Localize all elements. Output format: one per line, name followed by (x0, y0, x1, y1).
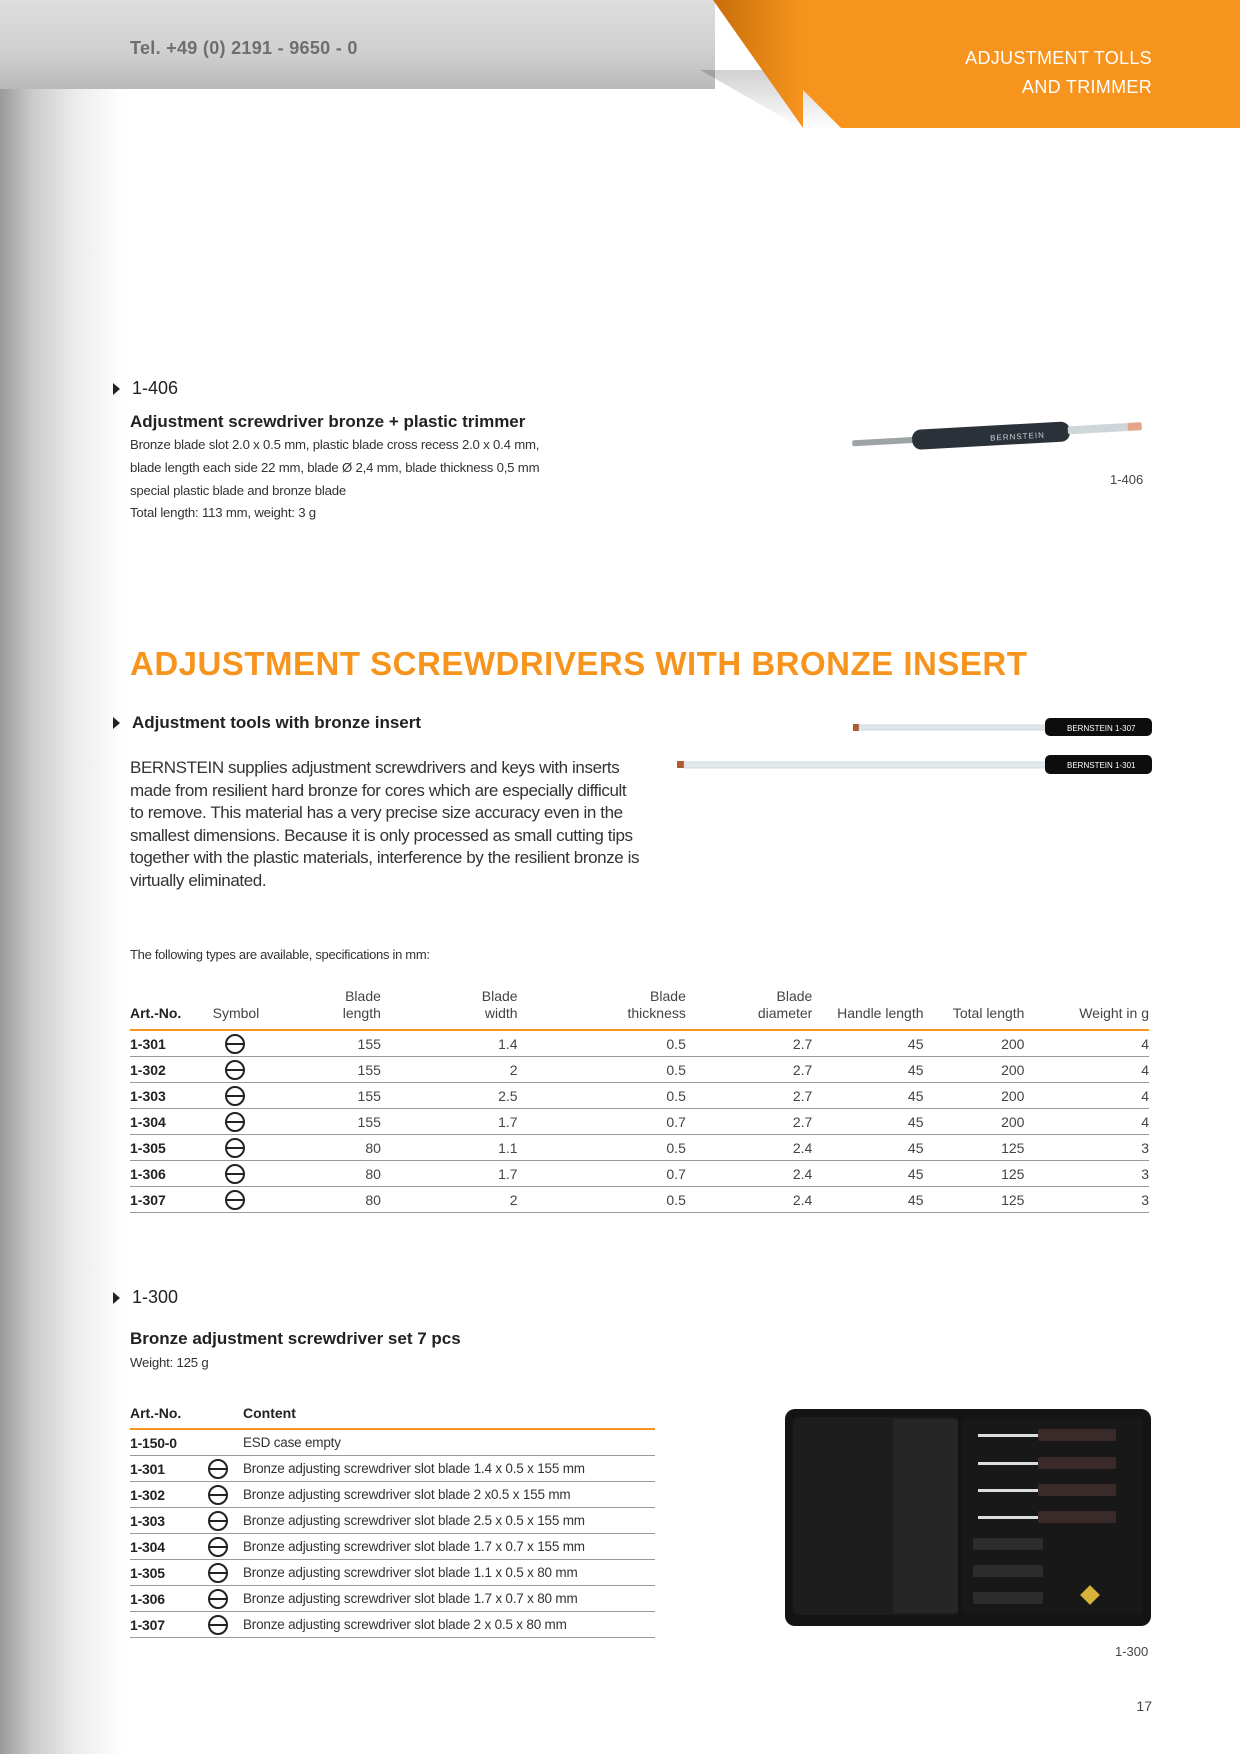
cell-handle: 45 (812, 1057, 923, 1083)
cell-thickness: 0.5 (518, 1057, 686, 1083)
cell-handle: 45 (812, 1109, 923, 1135)
cell-symbol (213, 1083, 300, 1109)
table-row (130, 1057, 1149, 1083)
cell-content: Bronze adjusting screwdriver slot blade 2 x0.5 x 155 mm (243, 1482, 655, 1508)
table-row (130, 1456, 655, 1482)
table-header-row (130, 988, 1149, 1030)
product-1300-number: 1-300 (132, 1287, 179, 1307)
cell-symbol (213, 1161, 300, 1187)
screwdriver-set-case-image (783, 1405, 1153, 1630)
cell-total: 125 (924, 1135, 1025, 1161)
table-row (130, 1083, 1149, 1109)
product-1406-heading (113, 378, 178, 399)
cell-width: 2 (381, 1187, 518, 1213)
cell-width: 1.7 (381, 1161, 518, 1187)
slot-icon (225, 1138, 245, 1158)
header-phone: Tel. +49 (0) 2191 - 9650 - 0 (130, 38, 358, 58)
slot-icon (208, 1589, 228, 1609)
trimmer-1406-image (850, 412, 1155, 458)
slot-icon (208, 1615, 228, 1635)
cell-weight: 4 (1024, 1030, 1149, 1057)
cell-handle: 45 (812, 1030, 923, 1057)
tool-brand-text: BERNSTEIN (989, 430, 1046, 443)
cell-art: 1-306 (130, 1161, 213, 1187)
table-row (130, 1586, 655, 1612)
cell-diameter: 2.4 (686, 1161, 812, 1187)
cell-art: 1-304 (130, 1534, 208, 1560)
cell-total: 125 (924, 1187, 1025, 1213)
cell-art: 1-150-0 (130, 1429, 208, 1456)
cell-symbol (208, 1612, 243, 1638)
table-row (130, 1161, 1149, 1187)
table-row (130, 1560, 655, 1586)
cell-weight: 3 (1024, 1161, 1149, 1187)
col-header-blade-diameter: Blade diameter (686, 988, 812, 1030)
cell-weight: 3 (1024, 1135, 1149, 1161)
cell-symbol (208, 1560, 243, 1586)
page-number: 17 (1136, 1698, 1152, 1714)
cell-art: 1-302 (130, 1057, 213, 1083)
header-category-line1: ADJUSTMENT TOLLS (965, 48, 1152, 68)
col-header-blade-length: Blade length (299, 988, 381, 1030)
tool-label-1307: BERNSTEIN 1-307 (1067, 724, 1136, 733)
col-header-blade-thickness: Blade thickness (518, 988, 686, 1030)
availability-note: The following types are available, specifications in mm: (130, 947, 430, 962)
table-row (130, 1187, 1149, 1213)
cell-art: 1-304 (130, 1109, 213, 1135)
cell-art: 1-301 (130, 1030, 213, 1057)
cell-art: 1-303 (130, 1508, 208, 1534)
cell-length: 155 (299, 1030, 381, 1057)
cell-content: Bronze adjusting screwdriver slot blade 2.5 x 0.5 x 155 mm (243, 1508, 655, 1534)
cell-weight: 4 (1024, 1083, 1149, 1109)
cell-length: 155 (299, 1109, 381, 1135)
table-row (130, 1508, 655, 1534)
cell-width: 2.5 (381, 1083, 518, 1109)
cell-content: Bronze adjusting screwdriver slot blade 1.4 x 0.5 x 155 mm (243, 1456, 655, 1482)
specification-table (130, 988, 1149, 1213)
slot-icon (208, 1537, 228, 1557)
cell-width: 2 (381, 1057, 518, 1083)
table-row (130, 1429, 655, 1456)
desc-line: special plastic blade and bronze blade (130, 482, 347, 498)
product-1406-title: Adjustment screwdriver bronze + plastic trimmer (130, 412, 526, 431)
cell-diameter: 2.7 (686, 1083, 812, 1109)
cell-diameter: 2.7 (686, 1109, 812, 1135)
cell-thickness: 0.7 (518, 1109, 686, 1135)
cell-weight: 4 (1024, 1057, 1149, 1083)
tool-label-1301: BERNSTEIN 1-301 (1067, 761, 1136, 770)
col-header-weight: Weight in g (1024, 988, 1149, 1030)
cell-total: 200 (924, 1030, 1025, 1057)
cell-art: 1-307 (130, 1187, 213, 1213)
set-content-table (130, 1405, 655, 1638)
slot-icon (208, 1511, 228, 1531)
cell-weight: 3 (1024, 1187, 1149, 1213)
intro-line: smallest dimensions. Because it is only processed as small cutting tips (130, 825, 633, 845)
cell-thickness: 0.7 (518, 1161, 686, 1187)
product-1300-heading (113, 1287, 178, 1308)
cell-weight: 4 (1024, 1109, 1149, 1135)
col-header-symbol: Symbol (213, 988, 300, 1030)
cell-width: 1.1 (381, 1135, 518, 1161)
cell-symbol (208, 1586, 243, 1612)
cell-total: 125 (924, 1161, 1025, 1187)
cell-thickness: 0.5 (518, 1030, 686, 1057)
cell-symbol (213, 1057, 300, 1083)
intro-line: made from resilient hard bronze for cores which are especially difficult (130, 780, 627, 800)
cell-width: 1.4 (381, 1030, 518, 1057)
cell-handle: 45 (812, 1083, 923, 1109)
col-header-art: Art.-No. (130, 988, 213, 1030)
table-row (130, 1482, 655, 1508)
header-category-line2: AND TRIMMER (1022, 77, 1152, 97)
table-row (130, 1534, 655, 1560)
intro-line: together with the plastic materials, interference by the resilient bronze is (130, 848, 640, 868)
slot-icon (208, 1485, 228, 1505)
cell-symbol (213, 1135, 300, 1161)
cell-handle: 45 (812, 1135, 923, 1161)
product-1406-image-label: 1-406 (1110, 472, 1144, 487)
cell-length: 155 (299, 1083, 381, 1109)
cell-art: 1-303 (130, 1083, 213, 1109)
intro-paragraph (130, 757, 650, 893)
cell-symbol (208, 1534, 243, 1560)
triangle-bullet-icon (113, 383, 120, 395)
cell-length: 155 (299, 1057, 381, 1083)
col-header-handle-length: Handle length (812, 988, 923, 1030)
section-title: ADJUSTMENT SCREWDRIVERS WITH BRONZE INSERT (130, 645, 1028, 682)
col-header-icon (208, 1405, 243, 1429)
cell-art: 1-301 (130, 1456, 208, 1482)
cell-total: 200 (924, 1083, 1025, 1109)
cell-content: Bronze adjusting screwdriver slot blade 1.7 x 0.7 x 155 mm (243, 1534, 655, 1560)
cell-symbol (208, 1429, 243, 1456)
product-1300-title: Bronze adjustment screwdriver set 7 pcs (130, 1329, 461, 1348)
cell-total: 200 (924, 1057, 1025, 1083)
triangle-bullet-icon (113, 1292, 120, 1304)
cell-symbol (208, 1456, 243, 1482)
cell-thickness: 0.5 (518, 1135, 686, 1161)
col-header-art: Art.-No. (130, 1405, 208, 1429)
cell-diameter: 2.4 (686, 1135, 812, 1161)
cell-diameter: 2.7 (686, 1030, 812, 1057)
cell-diameter: 2.7 (686, 1057, 812, 1083)
slot-icon (225, 1190, 245, 1210)
table-row (130, 1612, 655, 1638)
desc-line: blade length each side 22 mm, blade Ø 2,4 mm, blade thickness 0,5 mm (130, 459, 540, 475)
cell-thickness: 0.5 (518, 1187, 686, 1213)
product-1406-description (130, 434, 539, 525)
cell-total: 200 (924, 1109, 1025, 1135)
cell-length: 80 (299, 1135, 381, 1161)
col-header-blade-width: Blade width (381, 988, 518, 1030)
slot-icon (225, 1034, 245, 1054)
product-1300-weight: Weight: 125 g (130, 1355, 209, 1370)
product-1406-number: 1-406 (132, 378, 179, 398)
col-header-total-length: Total length (924, 988, 1025, 1030)
intro-line: virtually eliminated. (130, 870, 267, 890)
cell-content: Bronze adjusting screwdriver slot blade 1.1 x 0.5 x 80 mm (243, 1560, 655, 1586)
table-row (130, 1109, 1149, 1135)
cell-symbol (213, 1187, 300, 1213)
cell-symbol (213, 1030, 300, 1057)
table-row (130, 1135, 1149, 1161)
cell-content: Bronze adjusting screwdriver slot blade 2 x 0.5 x 80 mm (243, 1612, 655, 1638)
table-row (130, 1030, 1149, 1057)
slot-icon (225, 1086, 245, 1106)
col-header-content: Content (243, 1405, 655, 1429)
cell-symbol (213, 1109, 300, 1135)
slot-icon (208, 1563, 228, 1583)
slot-icon (225, 1112, 245, 1132)
bronze-subhead-text: Adjustment tools with bronze insert (132, 713, 422, 732)
cell-content: Bronze adjusting screwdriver slot blade 1.7 x 0.7 x 80 mm (243, 1586, 655, 1612)
slot-icon (225, 1164, 245, 1184)
cell-length: 80 (299, 1187, 381, 1213)
desc-line: Bronze blade slot 2.0 x 0.5 mm, plastic blade cross recess 2.0 x 0.4 mm, (130, 437, 540, 452)
screwdrivers-image (675, 715, 1160, 777)
cell-width: 1.7 (381, 1109, 518, 1135)
intro-line: BERNSTEIN supplies adjustment screwdrivers and keys with inserts (130, 758, 620, 777)
table-header-row (130, 1405, 655, 1429)
cell-art: 1-305 (130, 1135, 213, 1161)
left-edge-shade (0, 0, 125, 1754)
intro-line: to remove. This material has a very precise size accuracy even in the (130, 803, 623, 823)
cell-symbol (208, 1508, 243, 1534)
cell-content: ESD case empty (243, 1429, 655, 1456)
cell-art: 1-302 (130, 1482, 208, 1508)
slot-icon (208, 1459, 228, 1479)
cell-diameter: 2.4 (686, 1187, 812, 1213)
cell-thickness: 0.5 (518, 1083, 686, 1109)
cell-art: 1-305 (130, 1560, 208, 1586)
cell-handle: 45 (812, 1187, 923, 1213)
product-1300-image-label: 1-300 (1115, 1644, 1149, 1659)
triangle-bullet-icon (113, 717, 120, 729)
cell-art: 1-306 (130, 1586, 208, 1612)
bronze-subhead (113, 713, 421, 733)
cell-handle: 45 (812, 1161, 923, 1187)
cell-art: 1-307 (130, 1612, 208, 1638)
cell-length: 80 (299, 1161, 381, 1187)
header-category (965, 44, 1152, 102)
slot-icon (225, 1060, 245, 1080)
desc-line: Total length: 113 mm, weight: 3 g (130, 505, 316, 521)
cell-symbol (208, 1482, 243, 1508)
